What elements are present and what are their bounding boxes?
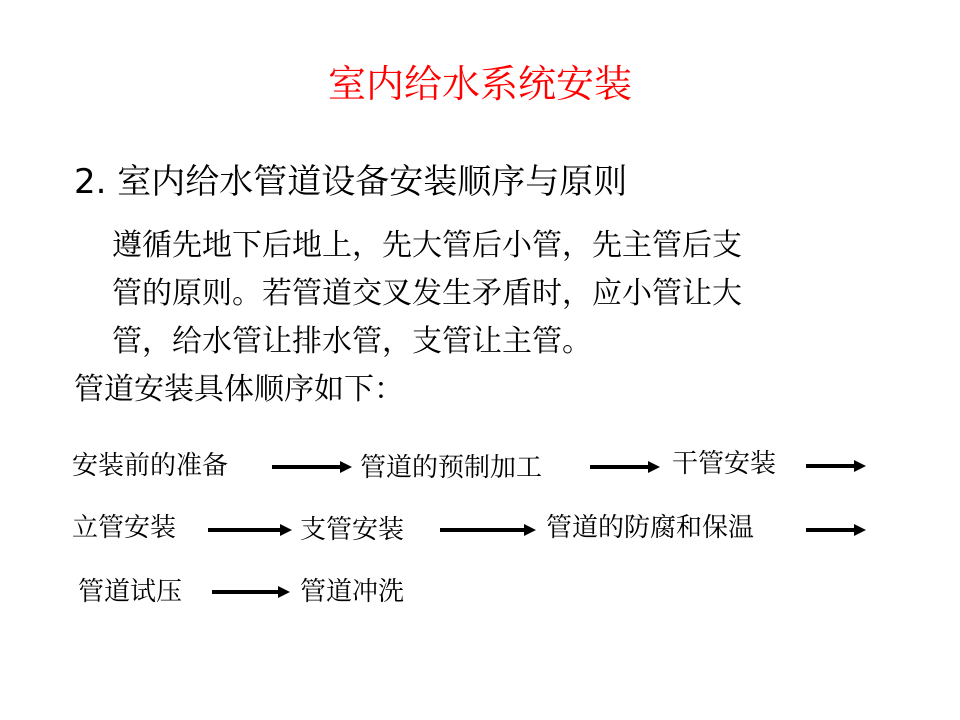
arrow-icon — [590, 459, 660, 475]
step-preparation: 安装前的准备 — [72, 451, 229, 481]
arrow-icon — [272, 459, 352, 475]
step-pressure-test: 管道试压 — [78, 577, 183, 607]
step-flushing: 管道冲洗 — [300, 577, 405, 607]
arrow-icon — [212, 584, 290, 600]
step-main-pipe: 干管安装 — [672, 449, 777, 479]
principle-line-1: 遵循先地下后地上，先大管后小管，先主管后支 — [112, 228, 742, 263]
step-branch-pipe: 支管安装 — [300, 515, 405, 545]
arrow-icon — [806, 522, 866, 538]
principle-line-2: 管的原则。若管道交叉发生矛盾时，应小管让大 — [112, 276, 742, 311]
section-heading: 2. 室内给水管道设备安装顺序与原则 — [74, 162, 628, 202]
step-anticorrosion-insulation: 管道的防腐和保温 — [546, 513, 755, 543]
principle-paragraph — [112, 222, 902, 366]
step-prefabrication: 管道的预制加工 — [360, 453, 543, 483]
arrow-icon — [208, 522, 292, 538]
order-intro: 管道安装具体顺序如下： — [74, 372, 404, 407]
step-riser: 立管安装 — [72, 513, 177, 543]
principle-line-3: 管，给水管让排水管，支管让主管。 — [112, 324, 592, 359]
slide-title: 室内给水系统安装 — [327, 62, 632, 106]
arrow-icon — [440, 522, 536, 538]
arrow-icon — [806, 458, 866, 474]
